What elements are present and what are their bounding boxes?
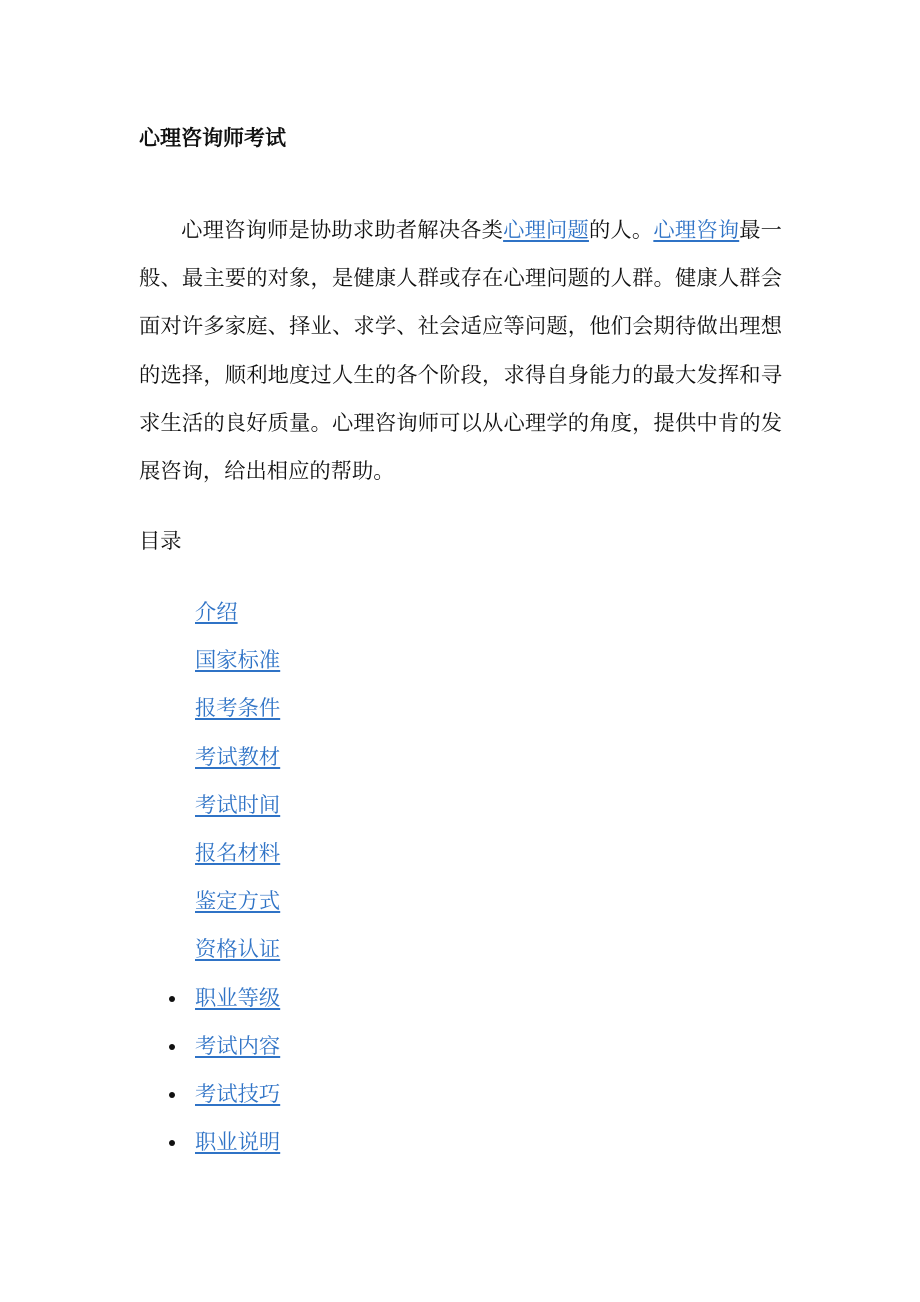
intro-text-3: 最一般、最主要的对象，是健康人群或存在心理问题的人群。健康人群会面对许多家庭、择业、求学、社会适应等问题，他们会期待做出理想的选择，顺利地度过人生的各个阶段，求得自身能力的最大发挥和寻求生活的良好质量。心理咨询师可以从心理学的角度，提供中肯的发展咨询，给出相应的帮助。 xyxy=(139,218,782,485)
toc-item xyxy=(195,932,280,980)
bullet-dot-icon xyxy=(169,1140,175,1146)
link-psychological-problem[interactable]: 心理问题 xyxy=(503,218,589,243)
toc-link-intro[interactable]: 介绍 xyxy=(195,600,238,625)
toc-item xyxy=(195,1125,280,1173)
toc-item xyxy=(195,788,280,836)
toc-link-exam-time[interactable]: 考试时间 xyxy=(195,792,281,818)
toc-link-assessment-method[interactable]: 鉴定方式 xyxy=(195,889,281,915)
page-title: 心理咨询师考试 xyxy=(139,126,286,150)
toc-item xyxy=(195,643,280,691)
toc-link-career-description[interactable]: 职业说明 xyxy=(195,1130,281,1156)
bullet-dot-icon xyxy=(169,1044,175,1050)
intro-paragraph xyxy=(139,207,782,496)
toc-link-application-materials[interactable]: 报名材料 xyxy=(195,840,281,866)
intro-text-1: 心理咨询师是协助求助者解决各类 xyxy=(181,218,504,243)
bullet-dot-icon xyxy=(169,1092,175,1098)
intro-text-2: 的人。 xyxy=(588,218,654,243)
toc-link-certification[interactable]: 资格认证 xyxy=(195,937,281,963)
toc-item xyxy=(195,1029,280,1077)
toc-link-exam-content[interactable]: 考试内容 xyxy=(195,1033,281,1059)
bullet-dot-icon xyxy=(169,996,175,1002)
toc-item xyxy=(195,691,280,739)
link-psychological-counseling[interactable]: 心理咨询 xyxy=(653,218,740,243)
toc-link-exam-tips[interactable]: 考试技巧 xyxy=(195,1081,281,1107)
toc-link-eligibility[interactable]: 报考条件 xyxy=(195,696,281,722)
toc-item xyxy=(195,1077,280,1125)
toc-heading: 目录 xyxy=(139,529,182,554)
toc-item xyxy=(195,836,280,884)
toc-link-national-standard[interactable]: 国家标准 xyxy=(195,648,281,674)
toc-link-textbooks[interactable]: 考试教材 xyxy=(195,744,281,770)
toc-item xyxy=(195,595,280,643)
toc-list xyxy=(195,595,280,1173)
toc-item xyxy=(195,740,280,788)
toc-link-career-level[interactable]: 职业等级 xyxy=(195,985,281,1011)
toc-item xyxy=(195,884,280,932)
toc-item xyxy=(195,981,280,1029)
